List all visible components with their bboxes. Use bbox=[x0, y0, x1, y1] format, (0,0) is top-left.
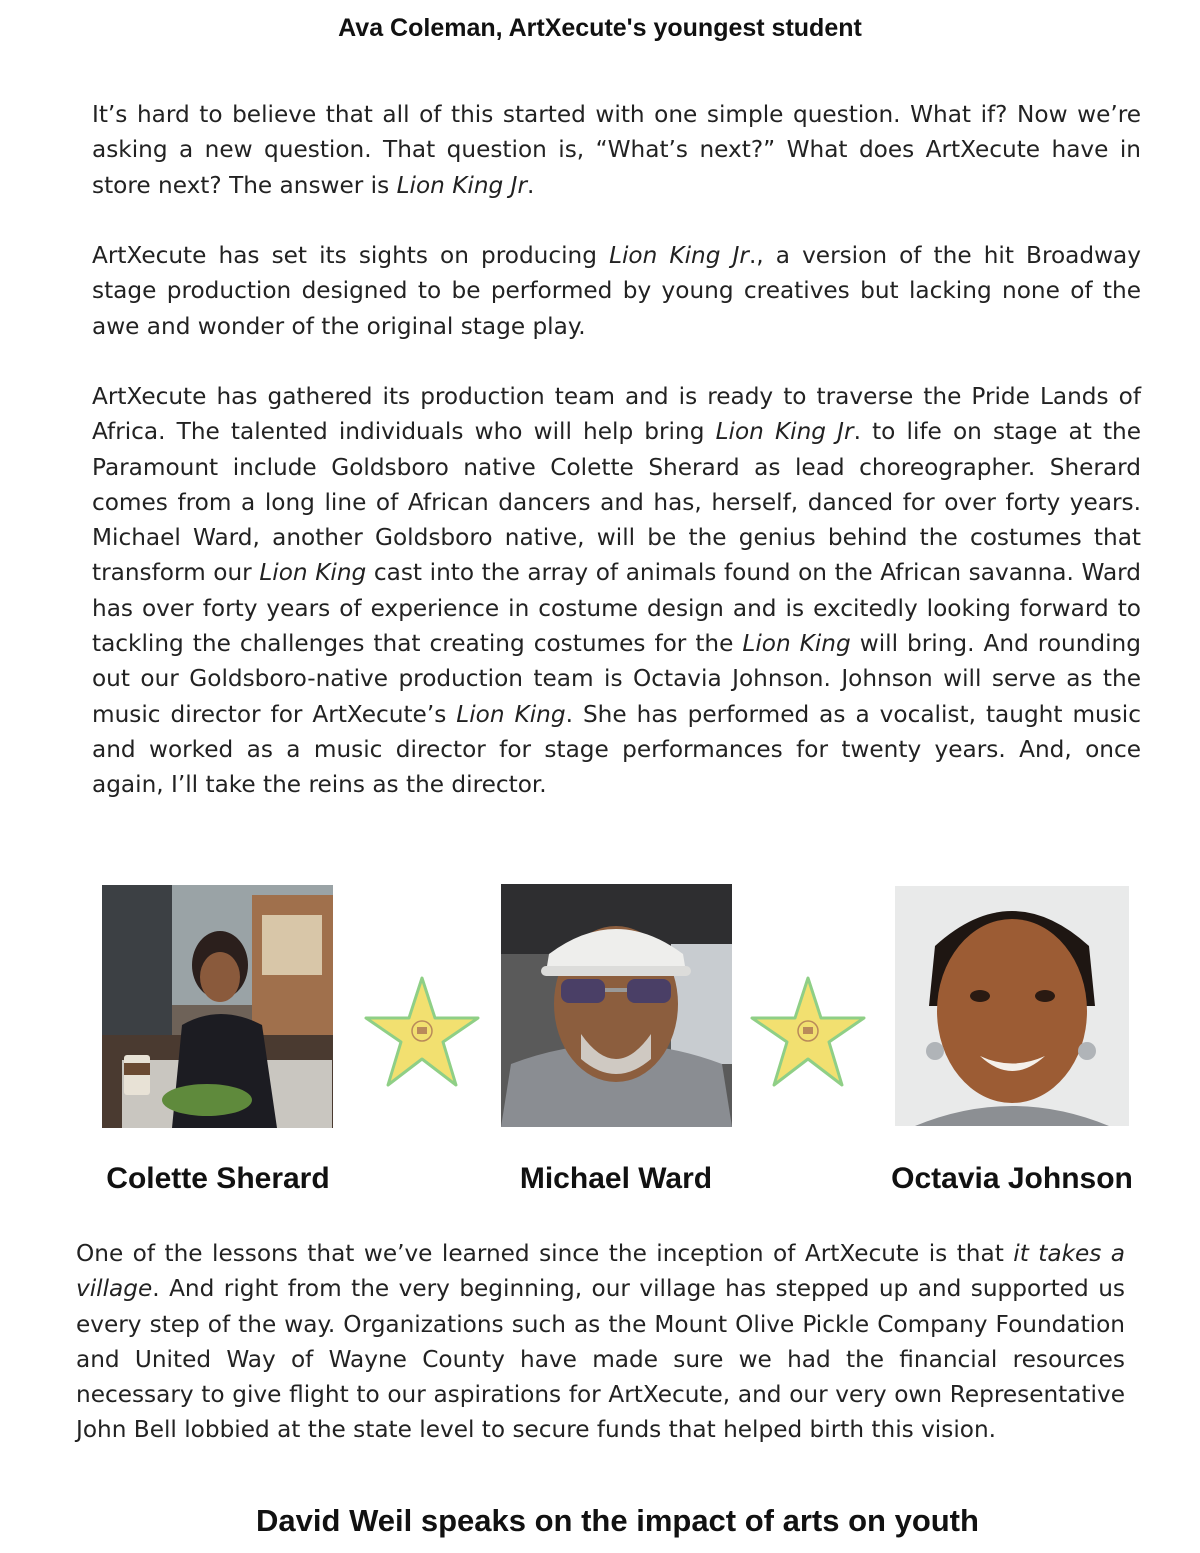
emphasis: Lion King Jr bbox=[609, 242, 749, 269]
text: . bbox=[527, 171, 535, 199]
text: It’s hard to believe that all of this started with one simple question. What if? Now we’re asking a new question. That question is, “What’s next?” What does ArtXecute have in store next? The answer is bbox=[92, 101, 1141, 199]
emphasis: it takes a village bbox=[76, 1240, 1126, 1303]
text: ArtXecute has gathered its production team and is ready to traverse the Pride Lands of Africa. The talented individuals who will help bring bbox=[92, 383, 1141, 446]
text: will bring. And rounding out our Goldsboro-native production team is Octavia Johnson. Johnson will serve as the music director for ArtXecute’s bbox=[92, 630, 1141, 728]
star-icon bbox=[749, 975, 867, 1090]
paragraph-whats-next bbox=[92, 97, 1141, 203]
team-member-name: Colette Sherard bbox=[106, 1162, 330, 1195]
photo-colette-sherard bbox=[102, 885, 333, 1128]
text: One of the lessons that we’ve learned since the inception of ArtXecute is that bbox=[76, 1240, 1014, 1267]
text: . She has performed as a vocalist, taught music and worked as a music director for stage performances for twenty years. And, once again, I’ll take the reins as the director. bbox=[92, 700, 1142, 799]
photo-octavia-johnson bbox=[895, 886, 1129, 1126]
text: . And right from the very beginning, our village has stepped up and supported us every step of the way. Organizations such as the Mount Olive Pickle Company Foundation and United Way of Wayne County have made sure we had the financial resources necessary to give flight to our aspirations for ArtXecute, and our very own Representative John Bell lobbied at the state level to secure funds that helped birth this vision. bbox=[76, 1275, 1125, 1444]
emphasis: Lion King Jr bbox=[715, 418, 854, 446]
text: . to life on stage at the Paramount include Goldsboro native Colette Sherard as lead choreographer. Sherard comes from a long line of African dancers and has, herself, danced for over forty years. Michael Ward, another Goldsboro native, will be the genius behind the costumes that transform our bbox=[92, 418, 1142, 587]
paragraph-lion-king-production bbox=[92, 238, 1141, 344]
text: ., a version of the hit Broadway stage production designed to be performed by young creatives but lacking none of the awe and wonder of the original stage play. bbox=[92, 242, 1141, 340]
emphasis: Lion King Jr bbox=[396, 171, 527, 199]
text: cast into the array of animals found on the African savanna. Ward has over forty years of experience in costume design and is excitedly looking forward to tackling the challenges that creating costumes for the bbox=[92, 559, 1141, 658]
star-icon bbox=[363, 975, 481, 1090]
emphasis: Lion King bbox=[456, 700, 566, 728]
text: ArtXecute has set its sights on producing bbox=[92, 242, 610, 269]
team-member-name: Michael Ward bbox=[519, 1162, 713, 1195]
emphasis: Lion King bbox=[259, 559, 367, 587]
emphasis: Lion King bbox=[742, 630, 851, 658]
photo-michael-ward bbox=[501, 884, 732, 1127]
section-heading: David Weil speaks on the impact of arts on youth bbox=[256, 1503, 979, 1538]
photo-caption: Ava Coleman, ArtXecute's youngest student bbox=[338, 14, 862, 42]
paragraph-village bbox=[76, 1236, 1125, 1448]
team-member-name: Octavia Johnson bbox=[891, 1162, 1133, 1195]
paragraph-production-team bbox=[92, 379, 1141, 803]
